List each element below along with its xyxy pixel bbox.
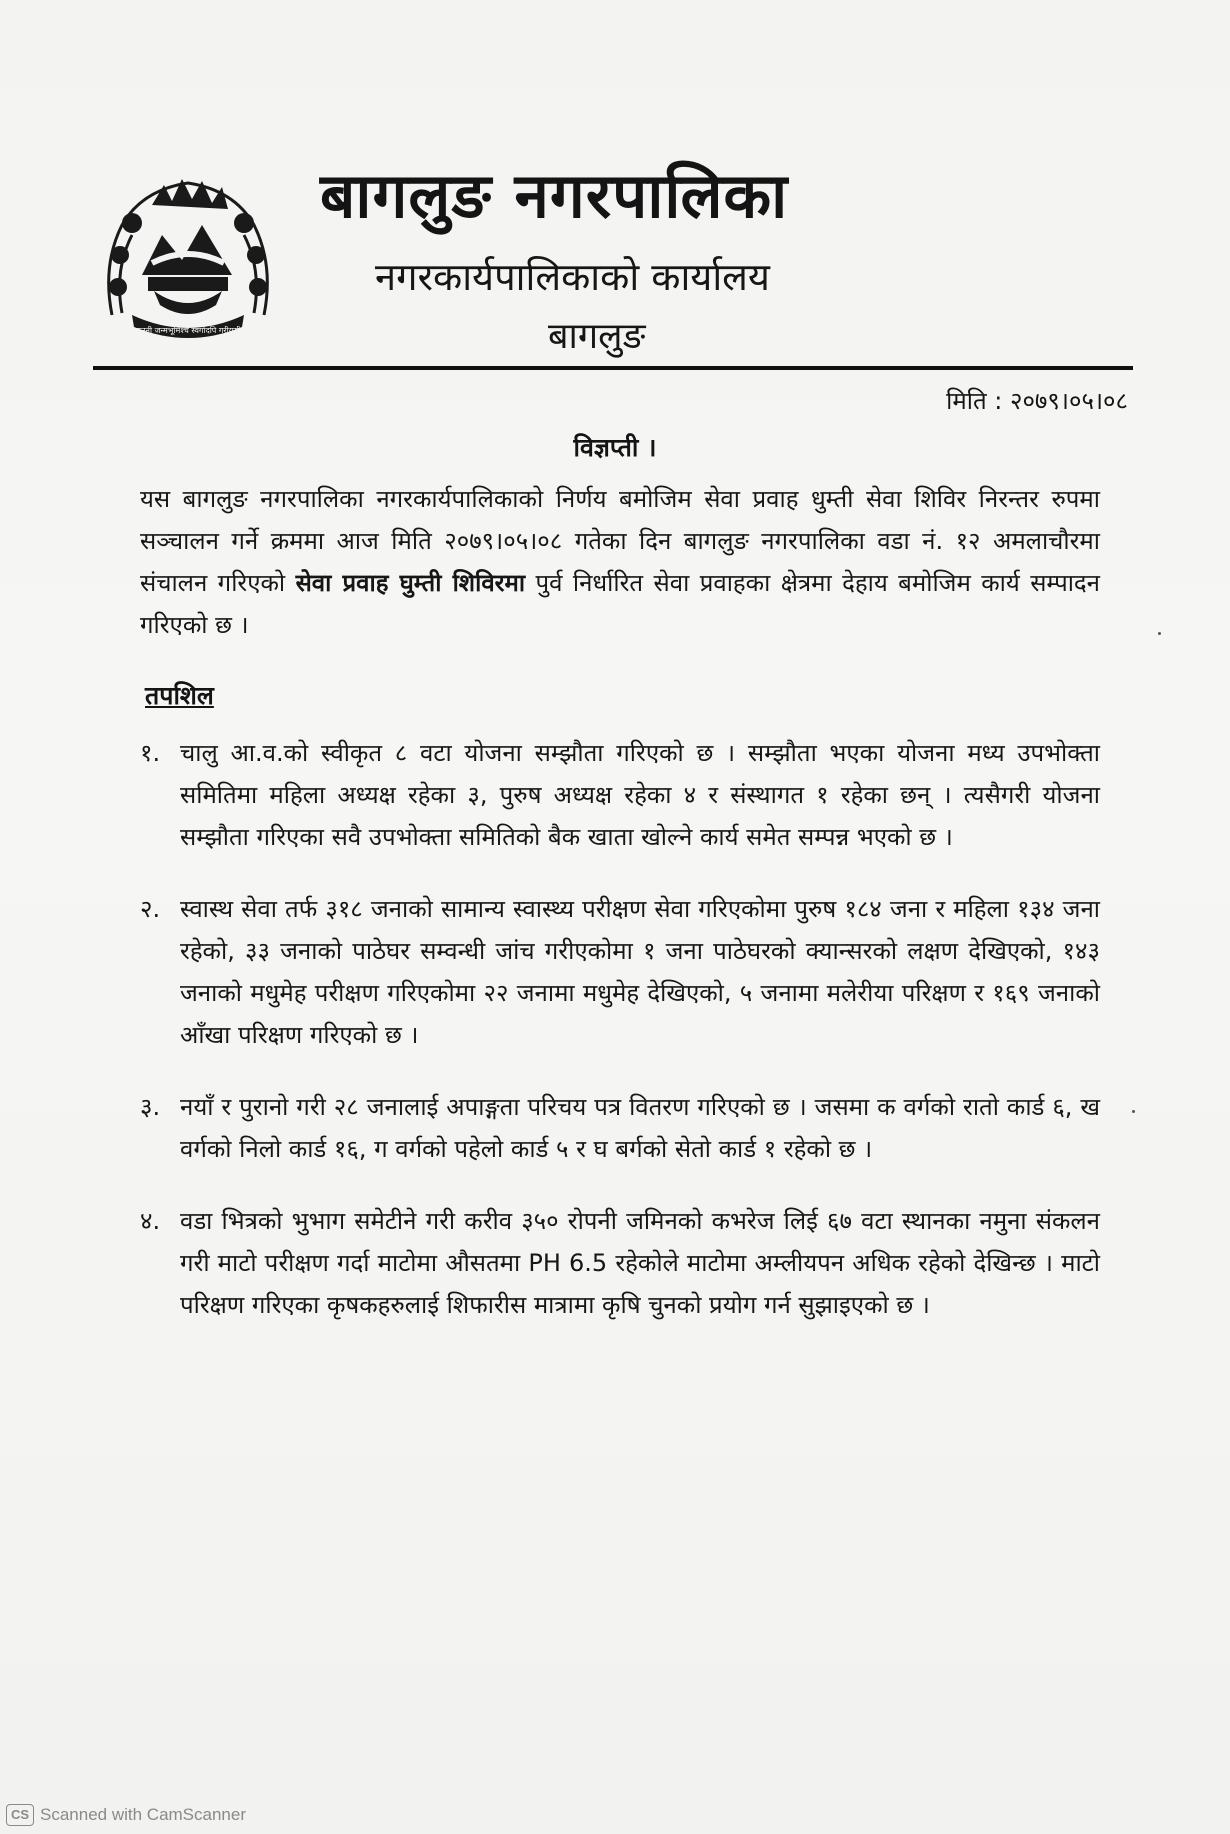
item-text: वडा भित्रको भुभाग समेटीने गरी करीव ३५० रोपनी जमिनको कभरेज लिई ६७ वटा स्थानका नमुना संकलन गरी माटो परीक्षण गर्दा माटोमा औसतमा PH 6.5 रहेकोले माटोमा अम्लीयपन अधिक रहेको देखिन्छ । माटो परिक्षण गरिएका कृषकहरुलाई शिफारीस मात्रामा कृषि चुनको प्रयोग गर्न सुझाइएको छ । xyxy=(180,1207,1100,1319)
list-item xyxy=(140,1200,1100,1326)
camscanner-watermark xyxy=(6,1804,246,1826)
nepal-emblem-icon xyxy=(92,165,284,343)
city-name: बागलुङ xyxy=(548,316,646,357)
item-text: नयाँ र पुरानो गरी २८ जनालाई अपाङ्गता परिचय पत्र वितरण गरिएको छ । जसमा क वर्गको रातो कार्ड ६, ख वर्गको निलो कार्ड १६, ग वर्गको पहेलो कार्ड ५ र घ बर्गको सेतो कार्ड १ रहेको छ । xyxy=(180,1093,1101,1163)
item-number: ३. xyxy=(140,1093,161,1121)
emblem-motto: जननी जन्मभूमिश्च स्वर्गादपि गरीयसी xyxy=(135,326,241,335)
list-item xyxy=(140,1086,1100,1170)
item-number: ४. xyxy=(140,1207,161,1235)
list-item xyxy=(140,888,1100,1056)
scan-speck xyxy=(1132,1110,1135,1113)
intro-bold: सेवा प्रवाह घुम्ती शिविरमा xyxy=(295,569,526,597)
item-number: २. xyxy=(140,895,161,923)
item-list xyxy=(140,732,1100,1356)
item-text: चालु आ.व.को स्वीकृत ८ वटा योजना सम्झौता गरिएको छ । सम्झौता भएका योजना मध्य उपभोक्ता समितिमा महिला अध्यक्ष रहेका ३, पुरुष अध्यक्ष रहेका ४ र संस्थागत १ रहेका छन् । त्यसैगरी योजना सम्झौता गरिएका सवै उपभोक्ता समितिको बैक खाता खोल्ने कार्य समेत सम्पन्न भएको छ । xyxy=(180,739,1100,851)
intro-paragraph xyxy=(140,478,1100,646)
scan-speck xyxy=(1158,632,1161,635)
section-heading: तपशिल xyxy=(145,681,214,710)
header-divider xyxy=(93,366,1133,370)
camscanner-logo-icon: CS xyxy=(6,1804,34,1826)
list-item xyxy=(140,732,1100,858)
notice-title: विज्ञप्ती । xyxy=(573,433,657,462)
watermark-text: Scanned with CamScanner xyxy=(40,1805,247,1824)
item-text: स्वास्थ सेवा तर्फ ३१८ जनाको सामान्य स्वास्थ्य परीक्षण सेवा गरिएकोमा पुरुष १८४ जना र महिला १३४ जना रहेको, ३३ जनाको पाठेघर सम्वन्धी जांच गरीएकोमा १ जना पाठेघरको क्यान्सरको लक्षण देखिएको, १४३ जनाको मधुमेह परीक्षण गरिएकोमा २२ जनामा मधुमेह देखिएको, ५ जनामा मलेरीया परिक्षण र १६९ जनाको आँखा परिक्षण गरिएको छ । xyxy=(180,895,1100,1049)
intro-part-1: यस बागलुङ नगरपालिका नगरकार्यपालिकाको निर्णय बमोजिम सेवा प्रवाह धुम्ती सेवा शिविर निरन्तर रुपमा सञ्चालन गर्ने क्रममा आज मिति २०७९।०५।०८ गतेका दिन बागलुङ नगरपालिका वडा नं. १२ अमलाचौरमा संचालन गरिएको xyxy=(140,485,1100,597)
intro-part-2: पुर्व निर्धारित सेवा प्रवाहका क्षेत्रमा देहाय बमोजिम कार्य सम्पादन गरिएको छ । xyxy=(140,569,1100,639)
date-line: मिति : २०७९।०५।०८ xyxy=(946,387,1128,415)
municipality-title: बागलुङ नगरपालिका xyxy=(320,159,789,232)
item-number: १. xyxy=(140,739,161,767)
office-title: नगरकार्यपालिकाको कार्यालय xyxy=(375,255,770,299)
